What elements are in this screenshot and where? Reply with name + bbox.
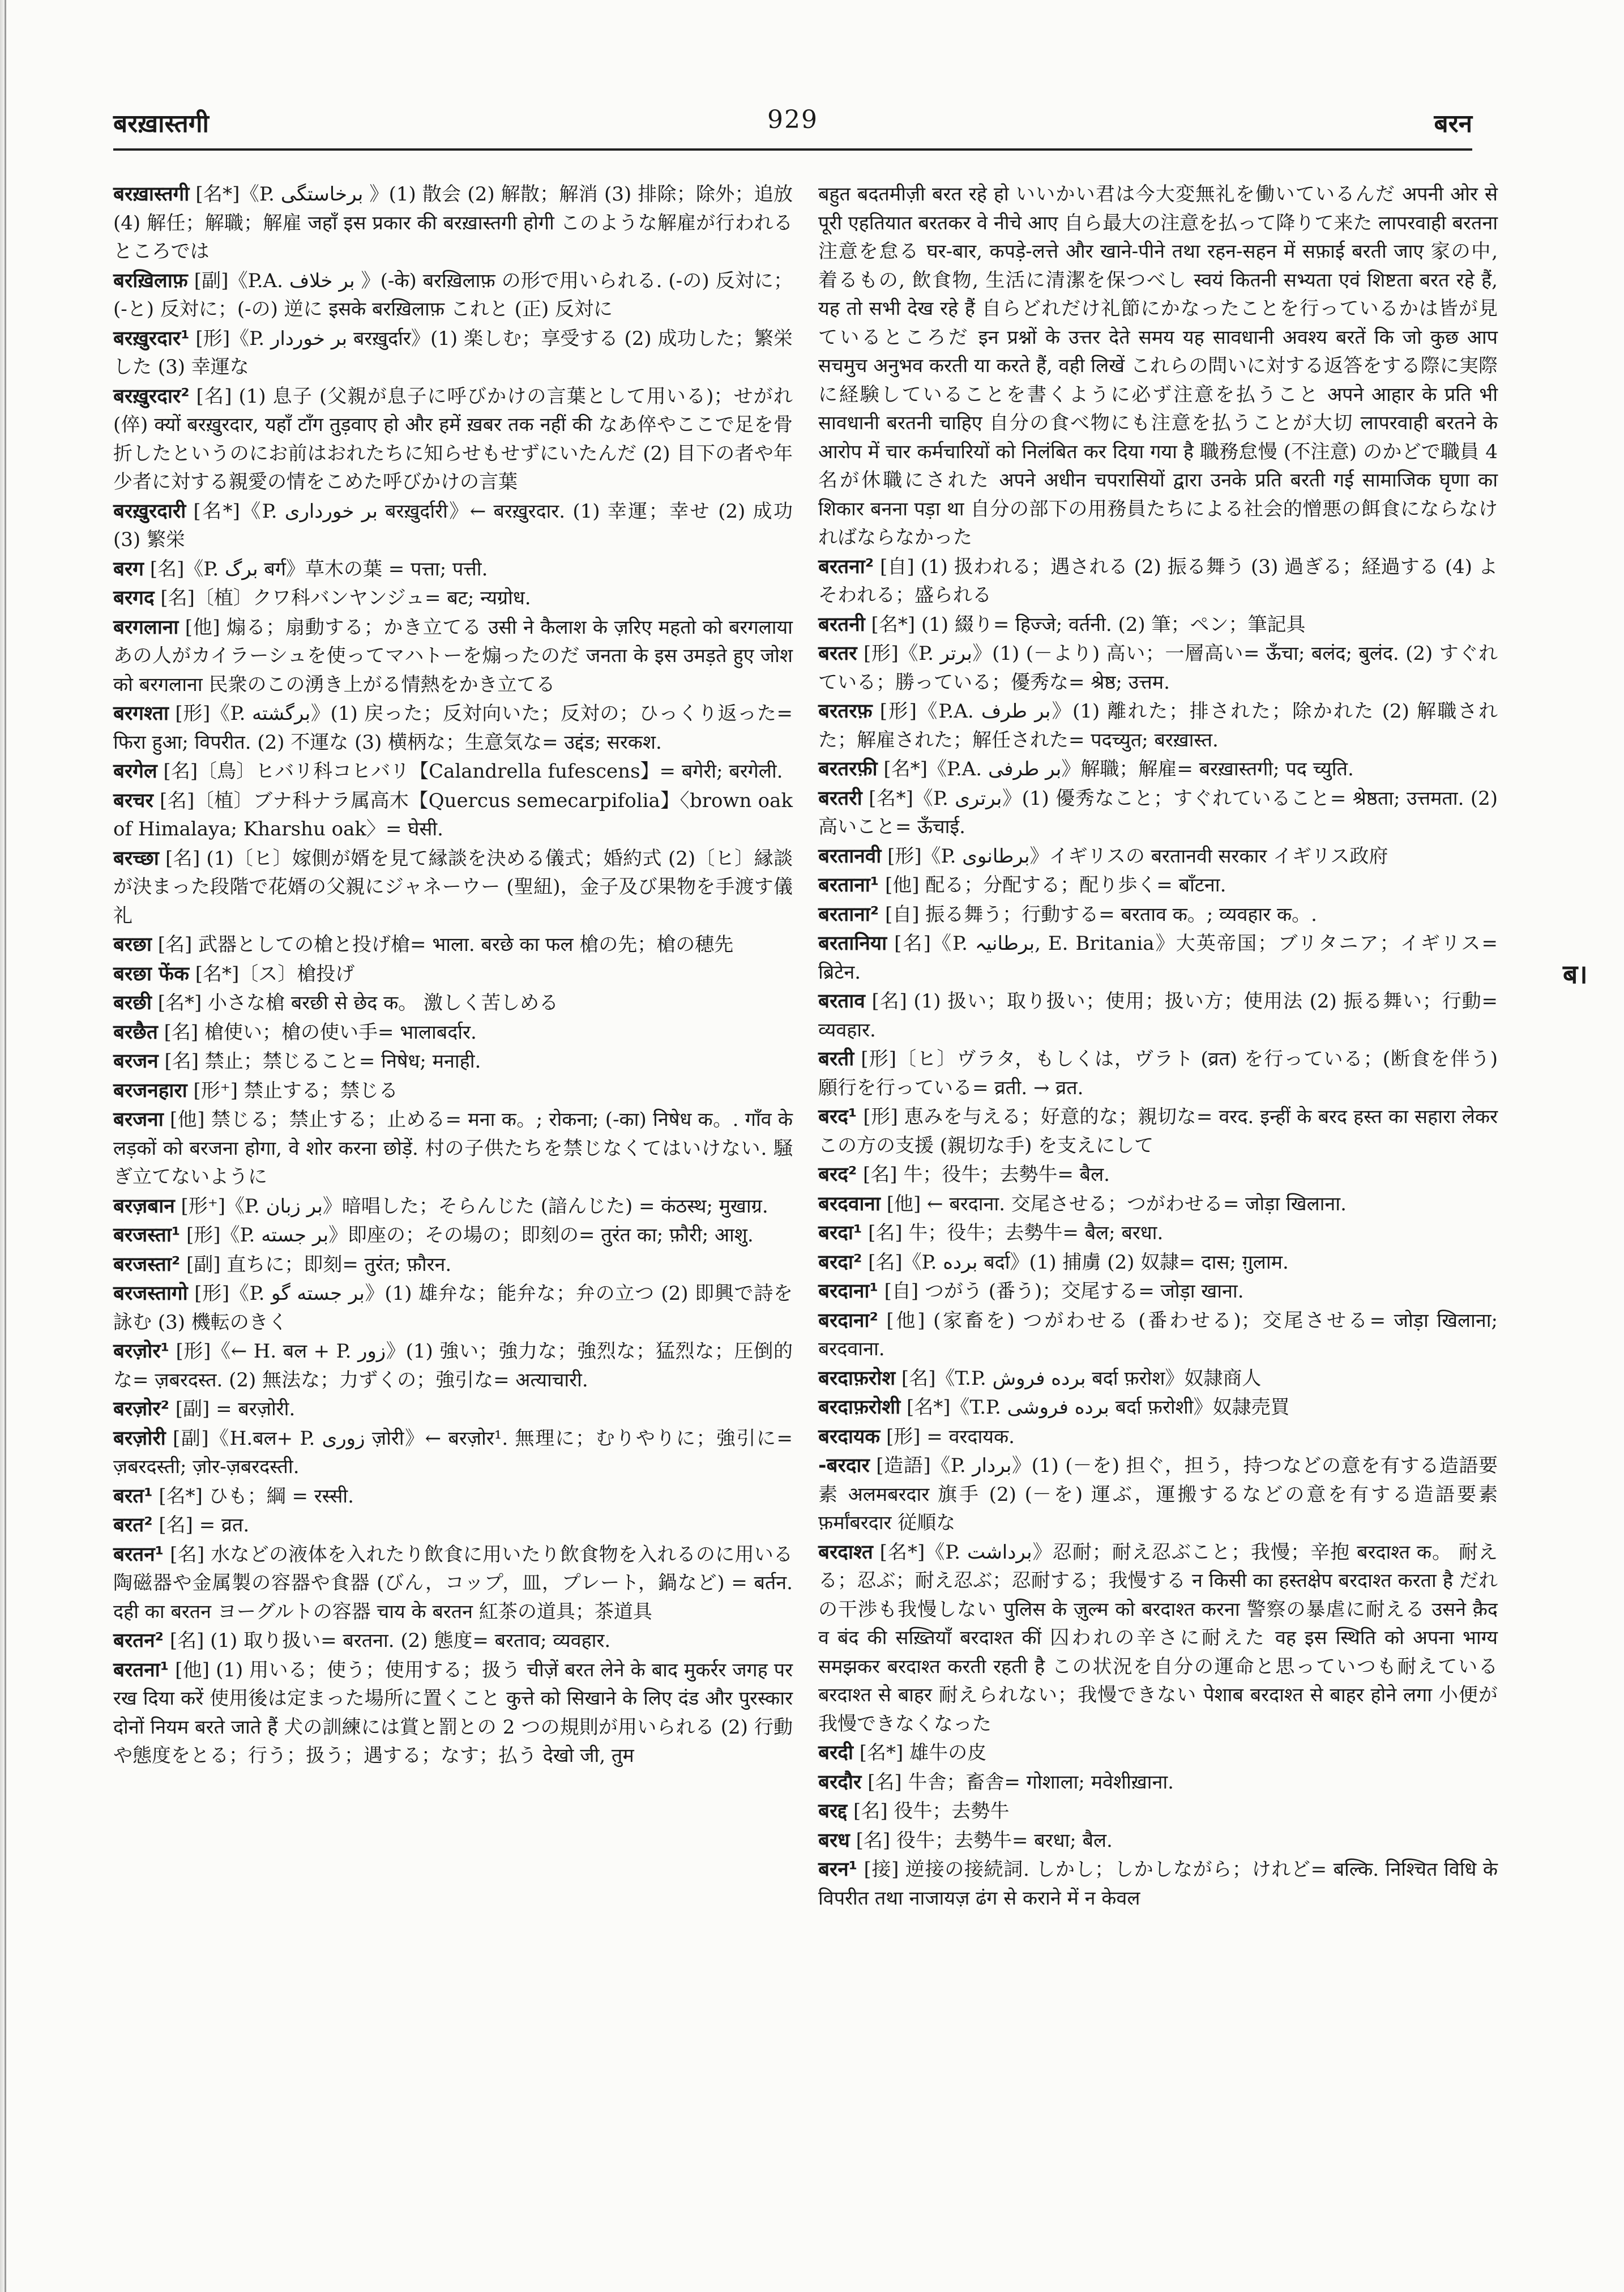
- dictionary-entry: [113, 1077, 793, 1106]
- entry-definition: [名]〔鳥〕ヒバリ科コヒバリ【Calandrella fufescens】= बगेरी; बरगेली.: [157, 760, 783, 783]
- entry-headword: बरदी: [818, 1742, 853, 1764]
- entry-definition: [形] 恵みを与える；好意的な；親切な= वरद. इन्हीं के बरद हस्त का सहारा लेकर この方の支援 (親切な手) を支えにして: [818, 1106, 1498, 1157]
- entry-definition: [名] 牛；役牛；去勢牛= बैल; बरधा.: [862, 1222, 1164, 1244]
- dictionary-entry: [818, 1160, 1498, 1189]
- entry-definition: [名] 牛；役牛；去勢牛= बैल.: [857, 1163, 1110, 1186]
- entry-definition: [名] 牛舎；畜舎= गोशाला; मवेशीख़ाना.: [861, 1770, 1174, 1794]
- entry-headword: बरदाफ़रोश: [818, 1367, 896, 1390]
- entry-definition: [名*] (1) 綴り= हिज्जे; वर्तनी. (2) 筆；ペン；筆記具: [865, 613, 1306, 636]
- entry-headword: बरगेल: [113, 760, 157, 783]
- right-column: [818, 180, 1498, 1913]
- entry-headword: बरख़ुरदारी: [113, 500, 186, 523]
- entry-definition: [形] = वरदायक.: [880, 1425, 1015, 1448]
- entry-headword: बरज़बान: [113, 1194, 175, 1218]
- entry-headword: बरदाना¹: [818, 1280, 878, 1303]
- entry-definition: [名] (1)〔ヒ〕嫁側が婿を見て縁談を決める儀式；婚約式 (2)〔ヒ〕縁談が決まった段階で花婿の父親にジャネーウー (聖紐)，金子及び果物を手渡す儀礼: [113, 847, 793, 927]
- entry-headword: बरज़ोरी: [113, 1427, 166, 1450]
- dictionary-entry: [818, 1103, 1498, 1160]
- dictionary-entry: [818, 611, 1498, 639]
- entry-headword: बरद²: [818, 1163, 857, 1186]
- entry-definition: [名] 役牛；去勢牛: [847, 1800, 1010, 1822]
- entry-definition: [名] = व्रत.: [152, 1514, 250, 1536]
- entry-definition: [造語]《P. بردار》(1) (－を) 担ぐ，担う，持つなどの意を有する造語要素 अलमबरदार 旗手 (2) (－を) 運ぶ，運搬するなどの意を有する造語要素 फ़र्मांबरदार 従順な: [818, 1454, 1498, 1534]
- entry-headword: बरतना¹: [113, 1658, 169, 1681]
- entry-definition: [形]《P. برطانوی》イギリスの बरतानवी सरकार イギリス政府: [881, 844, 1388, 868]
- dictionary-entry: [113, 1424, 793, 1482]
- entry-definition: [副] 直ちに；即刻= तुरंत; फ़ौरन.: [180, 1253, 452, 1276]
- entry-headword: बरध: [818, 1829, 850, 1852]
- dictionary-entry: [113, 960, 793, 989]
- entry-headword: बरजन: [113, 1050, 159, 1073]
- entry-headword: बरतानिया: [818, 932, 887, 955]
- entry-definition: [形]《P. برگشته》(1) 戻った；反対向いた；反対の；ひっくり返った= फिरा हुआ; विपरीत. (2) 不運な (3) 横柄な；生意気な= उद्दंड; सरकश.: [113, 702, 793, 754]
- thumb-index-tab: ब।: [1563, 959, 1588, 989]
- page-header: [113, 105, 1472, 156]
- dictionary-entry: [818, 1307, 1498, 1364]
- entry-headword: बरछा: [113, 933, 152, 956]
- entry-definition: [名]〔植〕ブナ科ナラ属高木【Quercus semecarpifolia】〈brown oak of Himalaya; Kharshu oak〉= घेसी.: [113, 789, 793, 840]
- entry-headword: बरतानवी: [818, 844, 882, 868]
- entry-definition: [形]《P. برتر》(1) (－より) 高い；一層高い= ऊँचा; बलंद; बुलंद. (2) すぐれている；勝っている；優秀な= श्रेष्ठ; उत्तम.: [818, 642, 1498, 694]
- entry-headword: बरन¹: [818, 1858, 858, 1881]
- entry-definition: [名]《T.P. برده فروش बर्दा फ़रोश》奴隷商人: [895, 1367, 1262, 1390]
- entry-headword: बरग: [113, 557, 144, 581]
- dictionary-entry: [113, 584, 793, 613]
- entry-definition: [形]《P. بر جسته گو》(1) 雄弁な；能弁な；弁の立つ (2) 即興で詩を詠む (3) 機転のきく: [113, 1282, 793, 1334]
- entry-headword: बरजना: [113, 1108, 164, 1131]
- dictionary-entry: [818, 1190, 1498, 1219]
- dictionary-entry: [113, 1018, 793, 1047]
- dictionary-entry: [818, 900, 1498, 929]
- entry-headword: बरतर: [818, 642, 857, 665]
- entry-definition: [形]《P.A. بر طرف》(1) 離れた；排された；除かれた (2) 解職された；解雇された；解任された= पदच्युत; बरख़ास्त.: [818, 700, 1498, 752]
- entry-headword: बरतनी: [818, 613, 865, 636]
- dictionary-entry: [113, 787, 793, 844]
- dictionary-entry: [113, 1192, 793, 1221]
- entry-headword: बरजस्ता¹: [113, 1224, 181, 1247]
- dictionary-entry: [113, 1337, 793, 1394]
- dictionary-entry: [113, 1511, 793, 1540]
- dictionary-entry: [818, 697, 1498, 754]
- entry-definition: [名*]〔ス〕槍投げ: [189, 962, 355, 985]
- entry-headword: बरदा²: [818, 1250, 862, 1274]
- dictionary-entry: [818, 1452, 1498, 1538]
- entry-headword: बरताना¹: [818, 874, 879, 897]
- entry-headword: बरतन²: [113, 1629, 164, 1652]
- dictionary-entry: [818, 1797, 1498, 1826]
- entry-definition: [名*] 小さな槍 बरछी से छेद क。 激しく苦しめる: [151, 992, 559, 1014]
- entry-headword: बरत²: [113, 1514, 153, 1536]
- dictionary-entry: [113, 1047, 793, 1076]
- dictionary-entry: [818, 1538, 1498, 1739]
- dictionary-entry: [818, 871, 1498, 900]
- entry-headword: बरताव: [818, 990, 865, 1013]
- entry-definition: [名]《P. برطانیہ, E. Britania》大英帝国；ブリタニア；イギリス= ब्रिटेन.: [818, 932, 1498, 984]
- dictionary-entry: [113, 1279, 793, 1337]
- dictionary-entry: [818, 1739, 1498, 1768]
- dictionary-entry: [113, 325, 793, 382]
- dictionary-entry: [818, 929, 1498, 987]
- entry-definition: [他] ← बरदाना. 交尾させる；つがわせる= जोड़ा खिलाना.: [880, 1192, 1347, 1215]
- dictionary-entry: [113, 1540, 793, 1627]
- entry-headword: बरदायक: [818, 1425, 881, 1448]
- page-number: 929: [767, 105, 818, 134]
- entry-headword: बरगलाना: [113, 616, 179, 639]
- dictionary-entry: [113, 1656, 793, 1770]
- entry-definition: [名*]《P. برداشت》忍耐；耐え忍ぶこと；我慢；辛抱 बरदाश्त क。 耐える；忍ぶ；耐え忍ぶ；忍耐する；我慢する न किसी का हस्तक्षेप बरदाश्त करता है だれの干渉も我慢しない पुलिस के ज़ुल्म को बरदाश्त करना 警察の暴虐に耐える उसने क़ैद व बंद की सख़्तियाँ बरदाश्त कीं 囚われの辛さに耐えた वह इस स्थिति को अपना भाग्य समझकर बरदाश्त करती रहती है この状況を自分の運命と思っていつも耐えている बरदाश्त से बाहर 耐えられない；我慢できない पेशाब बरदाश्त से बाहर होने लगा 小便が我慢できなくなった: [818, 1540, 1498, 1735]
- entry-definition: [名] (1) 扱い；取り扱い；使用；扱い方；使用法 (2) 振る舞い；行動= व्यवहार.: [818, 990, 1498, 1042]
- entry-headword: बरगश्ता: [113, 702, 169, 725]
- entry-definition: [名*]《P. بر خورداری बरख़ुर्दारी》← बरख़ुरदार. (1) 幸運；幸せ (2) 成功 (3) 繁栄: [113, 500, 793, 551]
- entry-definition: [名] 槍使い；槍の使い手= भालाबर्दार.: [157, 1021, 477, 1044]
- dictionary-entry: [113, 555, 793, 584]
- entry-definition: [自] つがう (番う)；交尾する= जोड़ा खाना.: [878, 1280, 1244, 1303]
- entry-definition: [自] 振る舞う；行動する= बरताव क。; व्यवहार क。.: [879, 903, 1317, 926]
- entry-definition: [形]《P. بر جسته》即座の；その場の；即刻の= तुरंत का; फ़ौरी; आशु.: [180, 1224, 754, 1247]
- left-column: [113, 180, 793, 1771]
- dictionary-entry: [818, 639, 1498, 697]
- entry-headword: बरदाना²: [818, 1309, 878, 1332]
- dictionary-entry: [113, 844, 793, 931]
- entry-definition: [名] (1) 息子 (父親が息子に呼びかけの言葉として用いる)；せがれ (倅) क्यों बरख़ुरदार, यहाँ टाँग तुड़वाए हो और हमें ख़बर तक नहीं की なあ倅やここで足を骨折したというのにお前はおれたちに知らせもせずにいたんだ (2) 目下の者や年少者に対する親愛の情をこめた呼びかけの言葉: [113, 385, 793, 493]
- dictionary-entry: [818, 987, 1498, 1044]
- entry-headword: बरज़ोर²: [113, 1398, 169, 1420]
- entry-headword: बरख़ुरदार²: [113, 385, 190, 408]
- page-binding-shadow: [0, 0, 5, 2292]
- entry-headword: बरदौर: [818, 1770, 862, 1794]
- guide-word-right: बरन: [1434, 109, 1472, 138]
- entry-headword: बरज़ोर¹: [113, 1340, 169, 1363]
- entry-definition: [形]《← H. बल + P. زور》(1) 強い；強力な；強烈な；猛烈な；圧倒的な= ज़बरदस्त. (2) 無法な；力ずくの；強引な= अत्याचारी.: [113, 1340, 793, 1392]
- entry-headword: बरछैत: [113, 1021, 158, 1044]
- entry-headword: बरगद: [113, 587, 155, 609]
- dictionary-entry: [113, 1250, 793, 1279]
- entry-definition: [他] 配る；分配する；配り歩く= बाँटना.: [879, 874, 1226, 897]
- entry-definition: [名] 水などの液体を入れたり飲食に用いたり飲食物を入れるのに用いる陶磁器や金属製の容器や食器 (びん，コップ，皿，プレート，鍋など) = बर्तन. दही का बरतन ヨーグルトの容器 चाय के बरतन 紅茶の道具；茶道具: [113, 1543, 793, 1623]
- entry-definition: [名]〔植〕クワ科バンヤンジュ= बट; न्यग्रोध.: [154, 587, 531, 609]
- dictionary-entry: [113, 699, 793, 757]
- entry-headword: बरजनहारा: [113, 1079, 187, 1102]
- dictionary-entry: [113, 1106, 793, 1192]
- dictionary-entry: [818, 1364, 1498, 1393]
- entry-headword: बरतरफ़ी: [818, 758, 878, 780]
- entry-definition: [他] (1) 用いる；使う；使用する；扱う चीज़ें बरत लेने के बाद मुकर्रर जगह पर रख दिया करें 使用後は定まった場所に置くこと कुत्ते को सिखाने के लिए दंड और पुरस्कार दोनों नियम बरते जाते हैं 犬の訓練には賞と罰との 2 つの規則が用いられる (2) 行動や態度をとる；行う；扱う；遇する；なす；払う देखो जी, तुम: [113, 1658, 793, 1767]
- entry-headword: बरत¹: [113, 1484, 153, 1508]
- entry-definition: [名*]《P. برتری》(1) 優秀なこと；すぐれていること= श्रेष्ठता; उत्तमता. (2) 高いこと= ऊँचाई.: [818, 787, 1498, 838]
- dictionary-entry: [113, 613, 793, 699]
- page-binding-edge: [5, 0, 6, 2292]
- dictionary-entry: [113, 931, 793, 959]
- entry-headword: बरतरफ़: [818, 700, 873, 723]
- entry-headword: बरजस्तागो: [113, 1282, 188, 1305]
- dictionary-entry: [818, 755, 1498, 784]
- entry-definition: [名] 武器としての槍と投げ槍= भाला. बरछे का फल 槍の先；槍の穂先: [151, 933, 734, 956]
- entry-definition: [名] (1) 取り扱い= बरतना. (2) 態度= बरताव; व्यवहार.: [164, 1629, 611, 1652]
- entry-definition: [名]《P. برده बर्दा》(1) 捕虜 (2) 奴隷= दास; ग़ुलाम.: [862, 1250, 1289, 1274]
- entry-definition: [名] 役牛；去勢牛= बरधा; बैल.: [849, 1829, 1113, 1852]
- dictionary-entry: [818, 1219, 1498, 1248]
- entry-headword: बरदाश्त: [818, 1540, 873, 1564]
- dictionary-entry: [818, 1768, 1498, 1797]
- dictionary-entry: [818, 784, 1498, 842]
- entry-headword: बरछा फेंक: [113, 962, 189, 985]
- entry-definition: [他] (家畜を) つがわせる (番わせる)；交尾させる= जोड़ा खिलाना; बरदवाना.: [818, 1309, 1498, 1360]
- dictionary-entry: [818, 1248, 1498, 1277]
- entry-headword: बरख़ुरदार¹: [113, 327, 190, 350]
- entry-definition: [自] (1) 扱われる；遇される (2) 振る舞う (3) 過ぎる；経過する (4) よそわれる；盛られる: [818, 555, 1498, 607]
- entry-definition: [形⁺] 禁止する；禁じる: [187, 1079, 398, 1102]
- dictionary-entry: [818, 1277, 1498, 1306]
- entry-definition: बहुत बदतमीज़ी बरत रहे हो いいかい君は今大変無礼を働いているんだ अपनी ओर से पूरी एहतियात बरतकर वे नीचे आए 自ら最大の注意を払って降りて来た लापरवाही बरतना 注意を怠る घर-बार, कपड़े-लत्ते और खाने-पीने तथा रहन-सहन में सफ़ाई बरती जाए 家の中, 着るもの, 飲食物, 生活に清潔を保つべし स्वयं कितनी सभ्यता एवं शिष्टता बरत रहे हैं, यह तो सभी देख रहे हैं 自らどれだけ礼節にかなったことを行っているかは皆が見ているところだ इन प्रश्नों के उत्तर देते समय यह सावधानी अवश्य बरतें कि जो कुछ आप सचमुच अनुभव करती या करते हैं, वही लिखें これらの問いに対する返答をする際に実際に経験していることを書くように必ず注意を払うこと अपने आहार के प्रति भी सावधानी बरतनी चाहिए 自分の食べ物にも注意を払うことが大切 लापरवाही बरतने के आरोप में चार कर्मचारियों को निलंबित कर दिया गया है 職務怠慢 (不注意) のかどで職員 4 名が休職にされた अपने अधीन चपरासियों द्वारा उनके प्रति बरती गई सामाजिक घृणा का शिकार बनना पड़ा था 自分の部下の用務員たちによる社会的憎悪の餌食にならなければならなかった: [818, 183, 1498, 549]
- entry-headword: बरख़ास्तगी: [113, 183, 190, 206]
- entry-headword: बरजस्ता²: [113, 1253, 181, 1276]
- entry-definition: [形]〔ヒ〕ヴラタ，もしくは，ヴラト (व्रत) を行っている；(断食を伴う) 願行を行っている= व्रती. → व्रत.: [818, 1048, 1498, 1099]
- entry-definition: [名*]《P.A. بر طرفی》解職；解雇= बरख़ास्तगी; पद च्युति.: [877, 758, 1354, 780]
- entry-headword: बरचर: [113, 789, 153, 812]
- entry-headword: -बरदार: [818, 1454, 870, 1477]
- guide-word-left: बरख़ास्तगी: [113, 109, 209, 138]
- dictionary-entry: [113, 497, 793, 554]
- dictionary-entry: [113, 1395, 793, 1424]
- dictionary-entry: [818, 1855, 1498, 1913]
- entry-headword: बरतन¹: [113, 1543, 164, 1566]
- entry-headword: बरतना²: [818, 555, 874, 578]
- entry-definition: [副]《P.A. بر خلاف 》(-के) बरख़िलाफ़ の形で用いられる. (-の) 反対に；(-と) 反対に；(-の) 逆に इसके बरख़िलाफ़ これと (正) 反対に: [113, 269, 793, 321]
- entry-definition: [名*]《T.P. برده فروشی बर्दा फ़रोशी》奴隷売買: [900, 1396, 1290, 1419]
- dictionary-entry: [818, 553, 1498, 610]
- dictionary-entry: [113, 989, 793, 1018]
- dictionary-entry: [818, 1045, 1498, 1102]
- entry-headword: बरख़िलाफ़: [113, 269, 188, 292]
- dictionary-entry: [818, 1826, 1498, 1855]
- entry-definition: [副]《H.बल+ P. زوری ज़ोरी》← बरज़ोर¹. 無理に；むりやりに；強引に= ज़बरदस्ती; ज़ोर-ज़बरदस्ती.: [113, 1427, 793, 1478]
- entry-definition: [名*] 雄牛の皮: [853, 1742, 987, 1764]
- dictionary-entry: [113, 1221, 793, 1250]
- entry-headword: बरदवाना: [818, 1192, 881, 1215]
- dictionary-entry: [113, 382, 793, 497]
- dictionary-entry: [818, 1423, 1498, 1452]
- entry-definition: [接] 逆接の接続詞. しかし；しかしながら；けれど= बल्कि. निश्चित विधि के विपरीत तथा नाजायज़ ढंग से कराने में न केवल: [818, 1858, 1498, 1910]
- entry-definition: [名*]《P. برخاستگی 》(1) 散会 (2) 解散；解消 (3) 排除；除外；追放 (4) 解任；解職；解雇 जहाँ इस प्रकार की बरख़ास्तगी होगी このような解雇が行われるところでは: [113, 183, 793, 263]
- entry-headword: बरद¹: [818, 1106, 857, 1128]
- header-rule: [113, 148, 1472, 151]
- entry-definition: [名] 禁止；禁じること= निषेध; मनाही.: [158, 1050, 481, 1073]
- entry-headword: बरच्छा: [113, 847, 159, 870]
- dictionary-entry: [818, 842, 1498, 871]
- entry-definition: [副] = बरज़ोरी.: [169, 1398, 296, 1420]
- entry-definition: [名*] ひも；綱 = रस्सी.: [152, 1484, 354, 1508]
- entry-headword: बरती: [818, 1048, 854, 1070]
- entry-headword: बरदा¹: [818, 1222, 862, 1244]
- dictionary-entry: [113, 1627, 793, 1655]
- dictionary-entry: [113, 267, 793, 324]
- dictionary-entry: [113, 1482, 793, 1511]
- dictionary-entry: [818, 1393, 1498, 1422]
- entry-definition: [他] 禁じる；禁止する；止める= मना क。; रोकना; (-का) निषेध क。. गाँव के लड़कों को बरजना होगा, वे शोर करना छोड़ें. 村の子供たちを禁じなくてはいけない. 騒ぎ立てないように: [113, 1108, 793, 1188]
- entry-headword: बरतरी: [818, 787, 862, 810]
- dictionary-entry: [113, 757, 793, 786]
- entry-headword: बरताना²: [818, 903, 879, 926]
- entry-headword: बरद्द: [818, 1800, 848, 1822]
- entry-definition: [名]《P. برگ बर्ग》草木の葉 = पत्ता; पत्ती.: [144, 557, 488, 581]
- dictionary-entry: [818, 180, 1498, 552]
- entry-headword: बरछी: [113, 992, 152, 1014]
- entry-definition: [他] 煽る；扇動する；かき立てる उसी ने कैलाश के ज़रिए महतो को बरगलाया あの人がカイラーシュを使ってマハトーを煽ったのだ जनता के इस उमड़ते हुए जोश को बरगलाना 民衆のこの湧き上がる情熱をかき立てる: [113, 616, 793, 696]
- entry-definition: [形]《P. بر خوردار बरख़ुर्दार》(1) 楽しむ；享受する (2) 成功した；繁栄した (3) 幸運な: [113, 327, 793, 378]
- dictionary-entry: [113, 180, 793, 266]
- entry-definition: [形⁺]《P. بر زبان》暗唱した；そらんじた (諳んじた) = कंठस्थ; मुखाग्र.: [174, 1194, 768, 1218]
- entry-headword: बरदाफ़रोशी: [818, 1396, 901, 1419]
